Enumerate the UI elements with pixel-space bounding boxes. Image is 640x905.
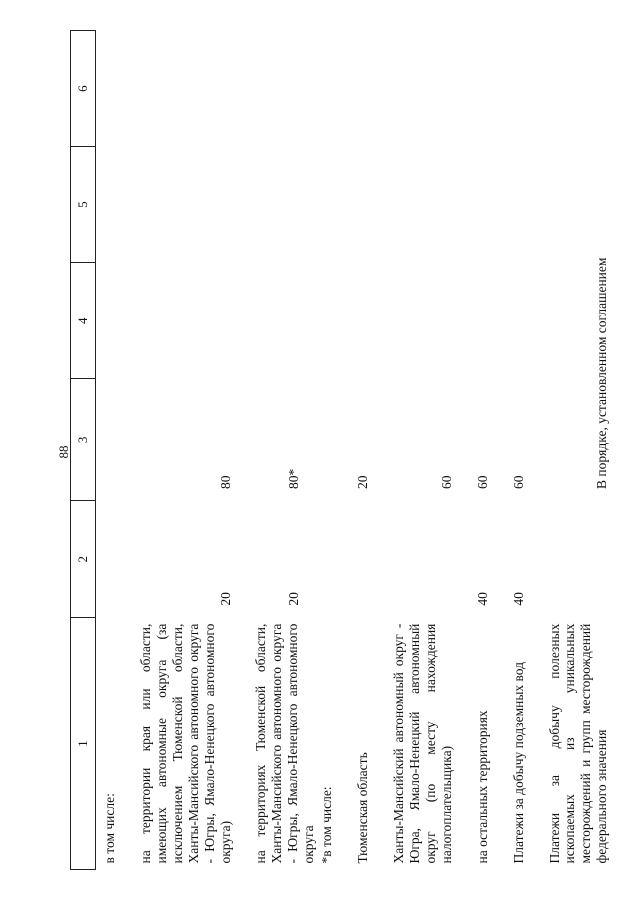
cell-col-3: 60 — [438, 475, 454, 489]
table-row — [250, 31, 338, 870]
table-row — [352, 31, 374, 870]
col-header-1: 1 — [71, 618, 96, 870]
cell-col-3: 60 — [474, 475, 490, 489]
cell-col-2: 40 — [510, 592, 526, 606]
row-label: Платежи за добычу подземных вод — [510, 661, 526, 864]
cell-col-2 — [96, 501, 121, 618]
col-header-3: 3 — [71, 379, 96, 501]
cell-col-3: 60 — [510, 475, 526, 489]
row-label: Платежи за добычу полезных ископаемых из уникальных месторождений и групп месторождений федерального значения — [546, 623, 610, 864]
table-row — [388, 31, 458, 870]
row-footnote: *в том числе: — [319, 786, 335, 864]
revenue-distribution-table — [70, 30, 613, 870]
column-number-header — [71, 31, 96, 870]
table-row — [544, 31, 614, 870]
col-header-5: 5 — [71, 147, 96, 263]
cell-col-3 — [96, 379, 121, 501]
cell-col-2: 20 — [217, 592, 233, 606]
row-label: в том числе: — [102, 793, 117, 864]
cell-col-3: 80 — [217, 475, 233, 489]
row-label: Тюменская область — [355, 752, 371, 864]
col-header-4: 4 — [71, 263, 96, 379]
table-row — [508, 31, 530, 870]
row-label-cell — [250, 618, 338, 870]
cell-col-3: 20 — [355, 475, 371, 489]
row-label: на территориях Тюменской области, Ханты-Мансийского автономного округа - Югры, Ямало-Ненецкого автономного округа — [253, 623, 317, 864]
cell-col-3: 80* — [286, 468, 302, 489]
table-row — [135, 31, 237, 870]
cell-col-2 — [388, 501, 458, 618]
cell-col-2 — [352, 501, 374, 618]
page-number: 88 — [56, 445, 71, 459]
table-row — [96, 31, 121, 870]
table-row — [472, 31, 494, 870]
col-header-6: 6 — [71, 31, 96, 147]
col-header-2: 2 — [71, 501, 96, 618]
rotated-table-sheet — [70, 30, 610, 870]
row-label: на остальных территориях — [474, 710, 490, 864]
cell-col-2: 20 — [286, 592, 302, 606]
agreement-cell: В порядке, установленном соглашением — [594, 257, 610, 489]
row-label: на территории края или области, имеющих автономные округа (за исключением Тюменской области, Ханты-Мансийского автономного округа - Югры, Ямало-Ненецкого автономного округа) — [137, 623, 233, 864]
cell-col-2 — [544, 501, 614, 618]
row-label: Ханты-Мансийский автономный округ - Югра, Ямало-Ненецкий автономный округ (по месту нахождения налогоплательщика) — [390, 623, 454, 864]
cell-col-2: 40 — [474, 592, 490, 606]
